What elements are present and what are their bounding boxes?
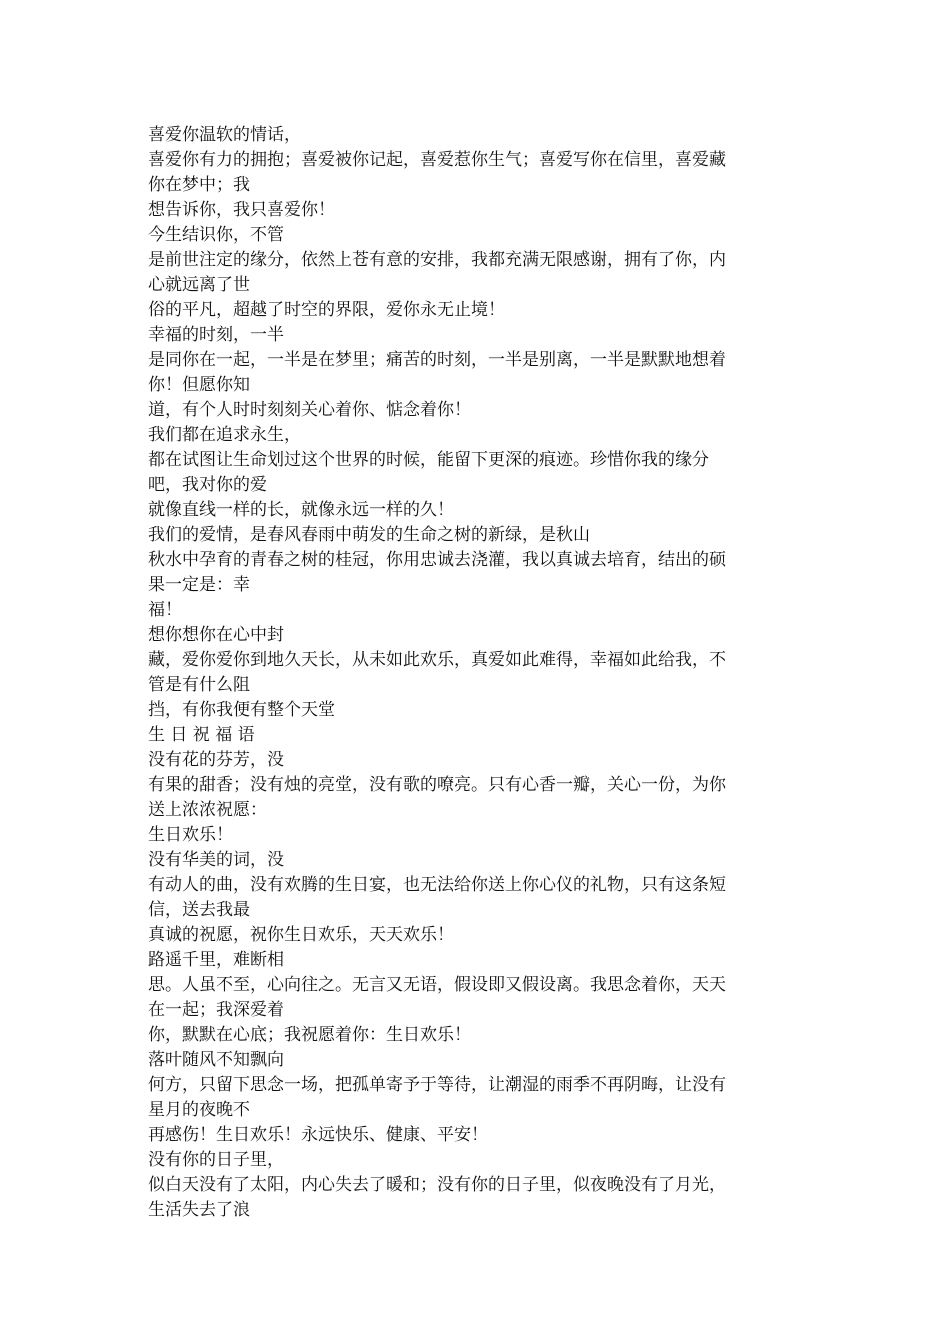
text-line: 没有华美的词，没 — [148, 850, 284, 870]
text-line: 想你想你在心中封 — [148, 625, 284, 645]
text-line: 今生结识你，不管 — [148, 225, 284, 245]
section-heading: 生 日 祝 福 语 — [148, 725, 255, 745]
text-line: 秋水中孕育的青春之树的桂冠，你用忠诚去浇灌，我以真诚去培育，结出的硕 — [148, 550, 726, 570]
text-line: 你，默默在心底；我祝愿着你：生日欢乐！ — [148, 1025, 471, 1045]
text-line: 有果的甜香；没有烛的亮堂，没有歌的嘹亮。只有心香一瓣，关心一份，为你 — [148, 775, 726, 795]
text-line: 喜爱你有力的拥抱；喜爱被你记起，喜爱惹你生气；喜爱写你在信里，喜爱藏 — [148, 150, 726, 170]
text-line: 似白天没有了太阳，内心失去了暖和；没有你的日子里，似夜晚没有了月光， — [148, 1175, 726, 1195]
text-line: 是同你在一起，一半是在梦里；痛苦的时刻，一半是别离，一半是默默地想着 — [148, 350, 726, 370]
text-line: 没有你的日子里， — [148, 1150, 284, 1170]
text-line: 福！ — [148, 600, 182, 620]
text-line: 星月的夜晚不 — [148, 1100, 250, 1120]
text-line: 道，有个人时时刻刻关心着你、惦念着你！ — [148, 400, 471, 420]
text-line: 幸福的时刻，一半 — [148, 325, 284, 345]
text-line: 喜爱你温软的情话， — [148, 125, 301, 145]
text-line: 想告诉你，我只喜爱你！ — [148, 200, 335, 220]
text-line: 俗的平凡，超越了时空的界限，爱你永无止境！ — [148, 300, 505, 320]
text-line: 再感伤！生日欢乐！永远快乐、健康、平安！ — [148, 1125, 488, 1145]
text-line: 果一定是：幸 — [148, 575, 250, 595]
text-line: 有动人的曲，没有欢腾的生日宴，也无法给你送上你心仪的礼物，只有这条短 — [148, 875, 726, 895]
text-line: 在一起；我深爱着 — [148, 1000, 284, 1020]
text-line: 心就远离了世 — [148, 275, 250, 295]
text-line: 管是有什么阻 — [148, 675, 250, 695]
text-line: 路遥千里，难断相 — [148, 950, 284, 970]
text-line: 就像直线一样的长，就像永远一样的久！ — [148, 500, 454, 520]
text-line: 何方，只留下思念一场，把孤单寄予于等待，让潮湿的雨季不再阴晦，让没有 — [148, 1075, 726, 1095]
text-line: 我们的爱情，是春风春雨中萌发的生命之树的新绿，是秋山 — [148, 525, 590, 545]
text-line: 我们都在追求永生， — [148, 425, 301, 445]
text-line: 吧，我对你的爱 — [148, 475, 267, 495]
text-line: 藏，爱你爱你到地久天长，从未如此欢乐，真爱如此难得，幸福如此给我，不 — [148, 650, 726, 670]
text-line: 送上浓浓祝愿： — [148, 800, 267, 820]
text-line: 思。人虽不至，心向往之。无言又无语，假设即又假设离。我思念着你，天天 — [148, 975, 726, 995]
text-line: 落叶随风不知飘向 — [148, 1050, 284, 1070]
document-page — [148, 123, 808, 1223]
text-line: 你！但愿你知 — [148, 375, 250, 395]
text-line: 是前世注定的缘分，依然上苍有意的安排，我都充满无限感谢，拥有了你，内 — [148, 250, 726, 270]
text-line: 信，送去我最 — [148, 900, 250, 920]
text-line: 生日欢乐！ — [148, 825, 233, 845]
text-line: 真诚的祝愿，祝你生日欢乐，天天欢乐！ — [148, 925, 454, 945]
text-line: 挡，有你我便有整个天堂 — [148, 700, 335, 720]
text-line: 你在梦中；我 — [148, 175, 250, 195]
text-line: 没有花的芬芳，没 — [148, 750, 284, 770]
text-line: 都在试图让生命划过这个世界的时候，能留下更深的痕迹。珍惜你我的缘分 — [148, 450, 709, 470]
text-line: 生活失去了浪 — [148, 1200, 250, 1220]
